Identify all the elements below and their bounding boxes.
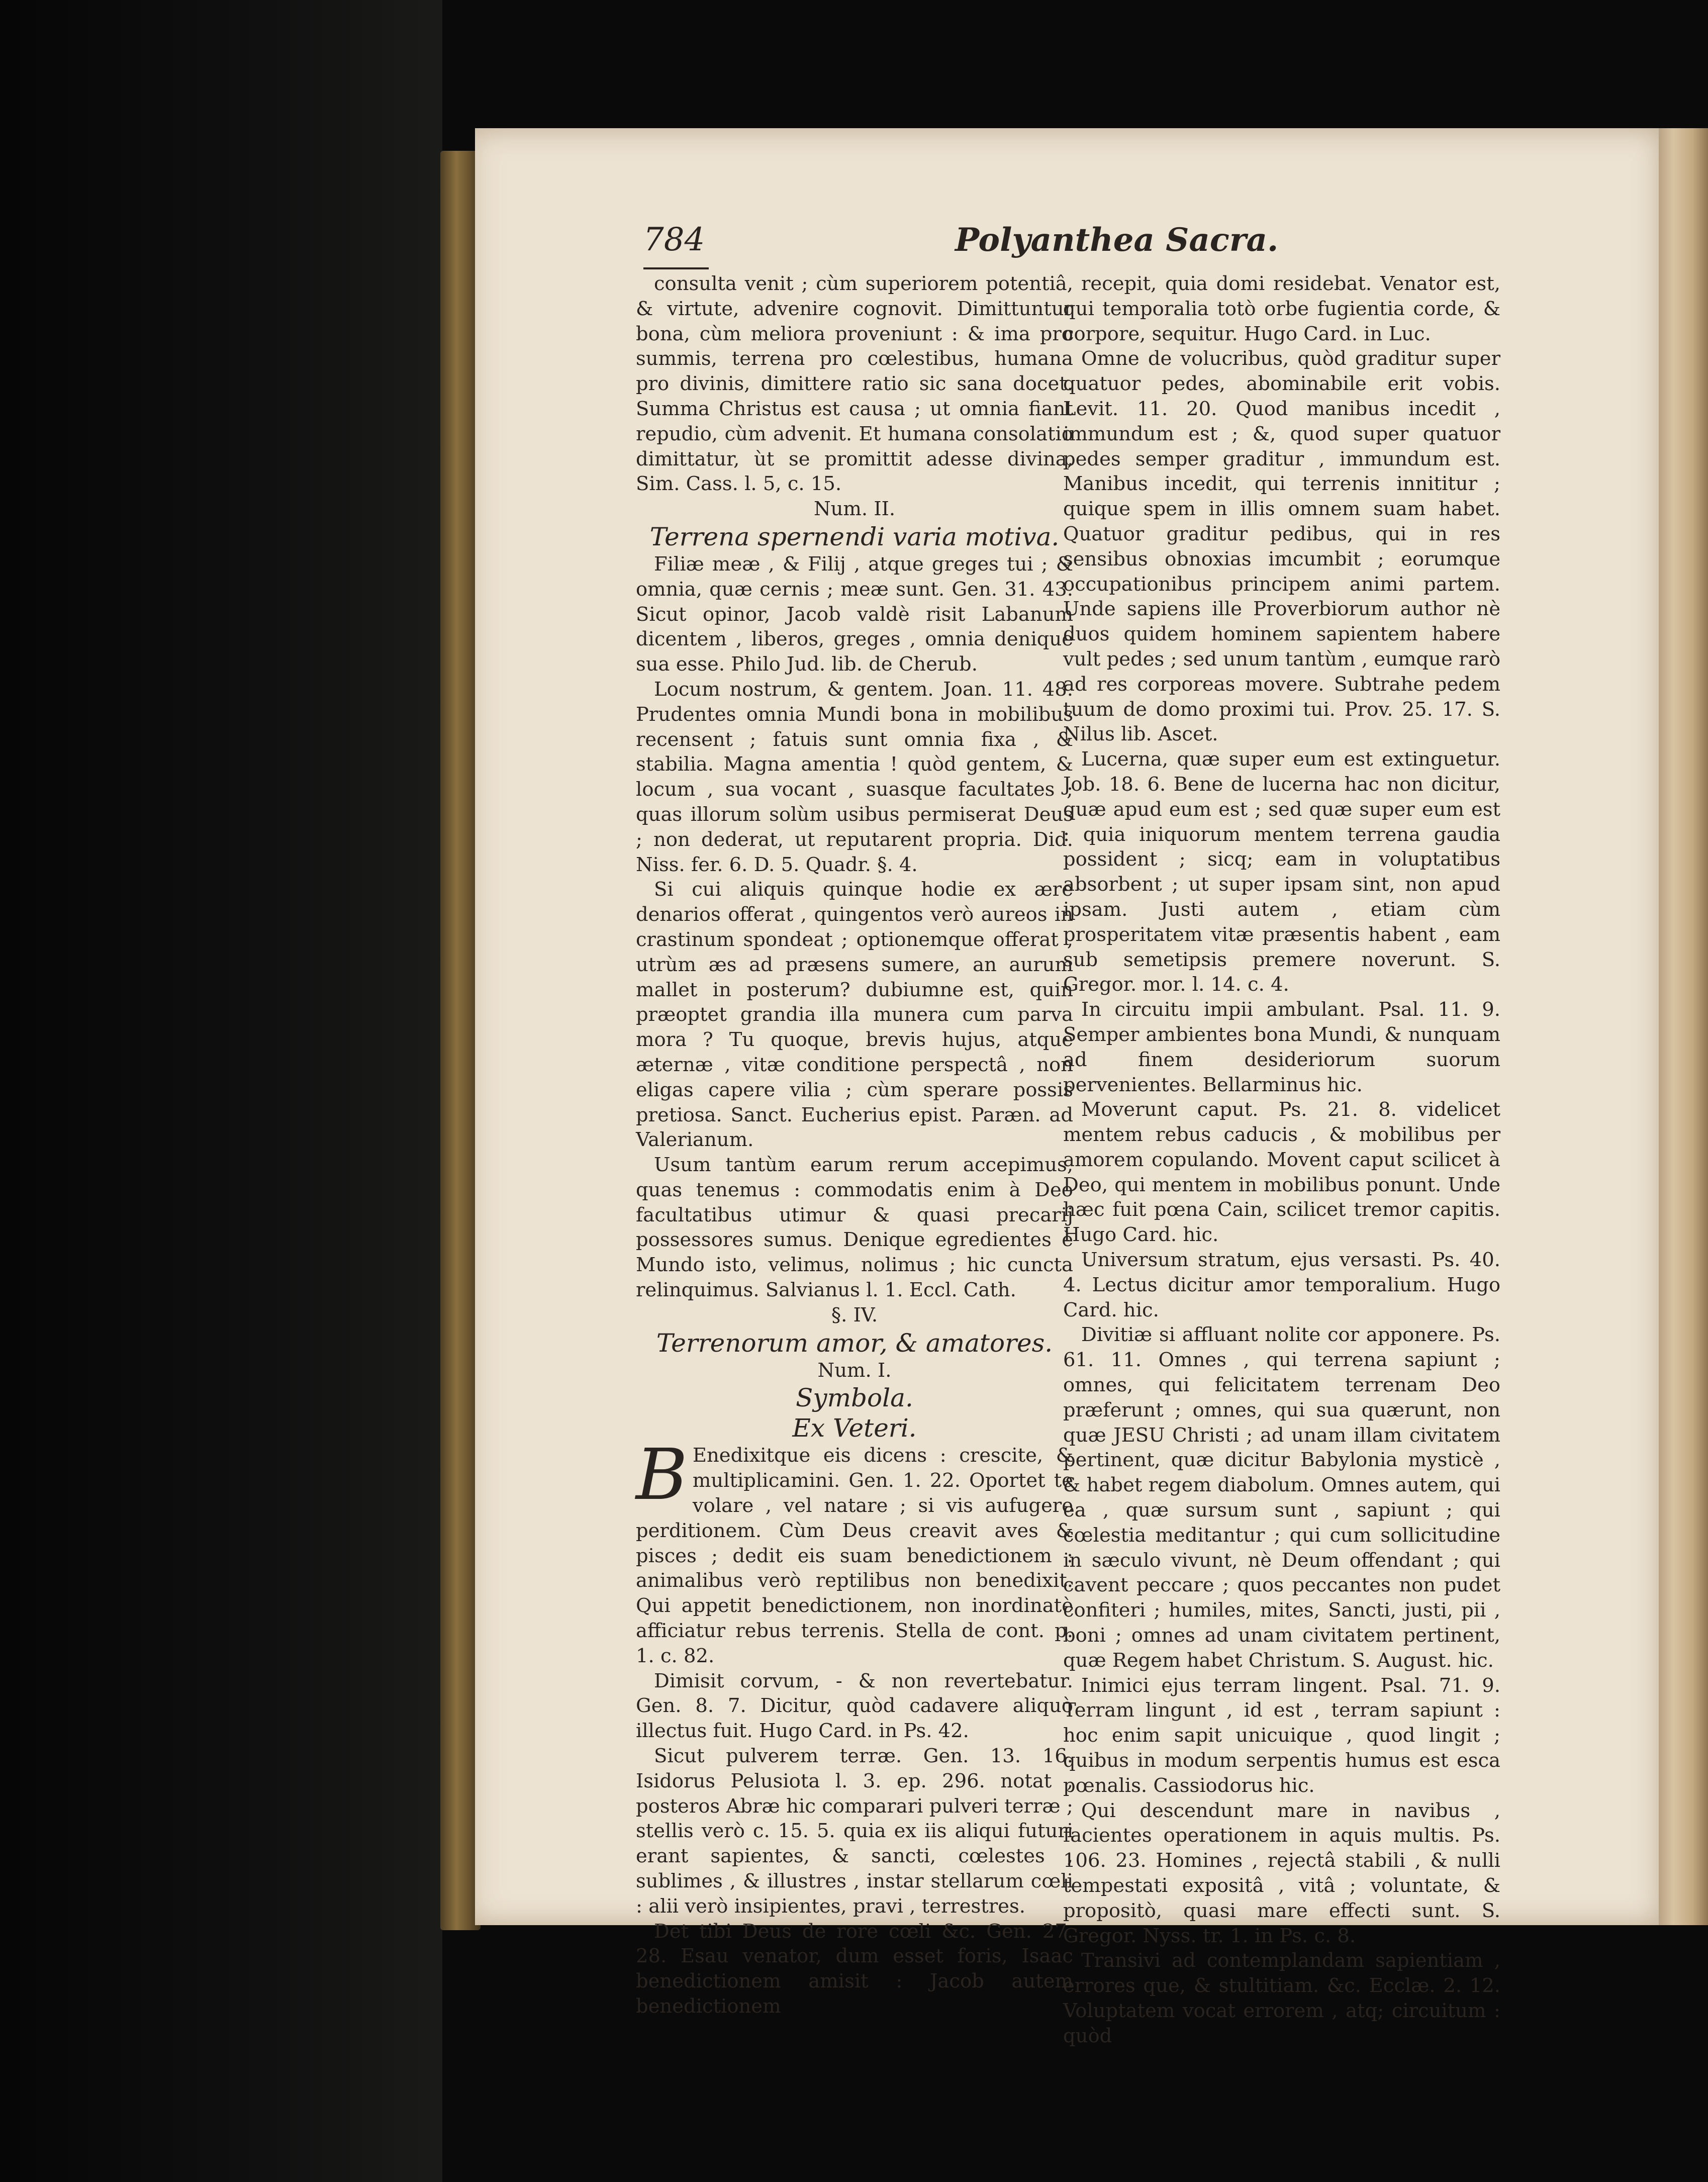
paragraph-text: Enedixitque eis dicens : crescite, & multiplicamini. Gen. 1. 22. Oportet te volare , vel natare ; si vis aufugere perditionem. Cùm Deus creavit aves & pisces ; dedit eis suam benedictionem : animalibus verò reptilibus non benedixit. Qui appetit benedictionem, non inordinatè afficiatur rebus terrenis. Stella de cont. p. 1. c. 82.: [636, 1444, 1073, 1667]
facing-page-edge: [1659, 128, 1708, 1925]
section-heading: Terrena spernendi varia motiva.: [649, 522, 1060, 551]
drop-cap: B: [636, 1434, 688, 1516]
paragraph: Lucerna, quæ super eum est extinguetur. Job. 18. 6. Bene de lucerna hac non dicitur, quæ apud eum est ; sed quæ super eum est : quia iniquorum mentem terrena gaudia possident ; sicq; eam in voluptatibus absorbent ; ut super ipsam sint, non apud ipsam. Justi autem , etiam cùm prosperitatem vitæ præsentis habent , eam sub semetipsis premere noverunt. S. Gregor. mor. l. 14. c. 4.: [1063, 748, 1500, 996]
section-number: Num. II.: [813, 498, 896, 521]
paragraph: [636, 1434, 1073, 1668]
paragraph: Dimisit corvum, - & non revertebatur. Gen. 8. 7. Dicitur, quòd cadavere aliquò illectus fuit. Hugo Card. in Ps. 42.: [636, 1669, 1073, 1743]
running-header: [643, 221, 1498, 271]
section-number: §. IV.: [831, 1303, 878, 1326]
paragraph: consulta venit ; cùm superiorem potentiâ, & virtute, advenire cognovit. Dimittuntur bona, cùm meliora proveniunt : & ima pro summis, terrena pro cœlestibus, humana pro divinis, dimittere ratio sic sana docet. Summa Christus est causa ; ut omnia fiant repudio, cùm advenit. Et humana consolatio dimittatur, ùt se promittit adesse divina, Sim. Cass. l. 5, c. 15.: [636, 272, 1073, 496]
section-heading: Symbola.: [796, 1383, 913, 1413]
paragraph: Sicut pulverem terræ. Gen. 13. 16. Isidorus Pelusiota l. 3. ep. 296. notat , posteros Abræ hic comparari pulveri terræ ; stellis verò c. 15. 5. quia ex iis aliqui futuri erant sapientes, & sancti, cœlestes , sublimes , & illustres , instar stellarum cœli : alii verò insipientes, pravi , terrestres.: [636, 1745, 1073, 1918]
paragraph: recepit, quia domi residebat. Venator est, qui temporalia totò orbe fugientia corde, & corpore, sequitur. Hugo Card. in Luc.: [1063, 272, 1500, 345]
section-heading: Ex Veteri.: [792, 1413, 917, 1443]
section-number: Num. I.: [817, 1359, 892, 1382]
paragraph: Universum stratum, ejus versasti. Ps. 40. 4. Lectus dicitur amor temporalium. Hugo Card. hic.: [1063, 1249, 1500, 1321]
page-number: 784: [643, 221, 705, 258]
paragraph: Inimici ejus terram lingent. Psal. 71. 9. Terram lingunt , id est , terram sapiunt : hoc enim sapit unicuique , quod lingit ; quibus in modum serpentis humus est esca pœnalis. Cassiodorus hic.: [1063, 1674, 1500, 1797]
paragraph: Divitiæ si affluant nolite cor apponere. Ps. 61. 11. Omnes , qui terrena sapiunt ; omnes, qui felicitatem terrenam Deo præferunt ; omnes, qui sua quærunt, non quæ JESU Christi ; ad unam illam civitatem pertinent, quæ dicitur Babylonia mysticè , & habet regem diabolum. Omnes autem, qui ea , quæ sursum sunt , sapiunt ; qui cœlestia meditantur ; qui cum sollicitudine in sæculo vivunt, nè Deum offendant ; qui cavent peccare ; quos peccantes non pudet confiteri ; humiles, mites, Sancti, justi, pii , boni ; omnes ad unam civitatem pertinent, quæ Regem habet Christum. S. August. hic.: [1063, 1323, 1500, 1672]
header-rule: [643, 267, 709, 269]
paragraph: Locum nostrum, & gentem. Joan. 11. 48. Prudentes omnia Mundi bona in mobilibus recensent ; fatuis sunt omnia fixa , & stabilia. Magna amentia ! quòd gentem, & locum , sua vocant , suasque facultates ; quas illorum solùm usibus permiserat Deus ; non dederat, ut reputarent propria. Did. Niss. fer. 6. D. 5. Quadr. §. 4.: [636, 678, 1073, 876]
paragraph: Det tibi Deus de rore cœli &c. Gen. 27. 28. Esau venator, dum esset foris, Isaac benedictionem amisit : Jacob autem benedictionem: [636, 1920, 1073, 2018]
section-heading: Terrenorum amor, & amatores.: [656, 1328, 1053, 1358]
left-column: [636, 271, 1073, 2019]
paragraph: Filiæ meæ , & Filij , atque greges tui ; & omnia, quæ cernis ; meæ sunt. Gen. 31. 43. Sicut opinor, Jacob valdè risit Labanum dicentem , liberos, greges , omnia denique sua esse. Philo Jud. lib. de Cherub.: [636, 552, 1073, 676]
paragraph: In circuitu impii ambulant. Psal. 11. 9. Semper ambientes bona Mundi, & nunquam ad finem desideriorum suorum pervenientes. Bellarminus hic.: [1063, 998, 1500, 1096]
right-column: [1063, 271, 1500, 2049]
paragraph: Omne de volucribus, quòd graditur super quatuor pedes, abominabile erit vobis. Levit. 11. 20. Quod manibus incedit , immundum est ; &, quod super quatuor pedes semper graditur , immundum est. Manibus incedit, qui terrenis innititur ; quique spem in illis omnem suam habet. Quatuor graditur pedibus, qui in res sensibus obnoxias imcumbit ; eorumque occupationibus principem animi partem. Unde sapiens ille Proverbiorum author nè duos quidem hominem sapientem habere vult pedes ; sed unum tantùm , eumque rarò ad res corporeas movere. Subtrahe pedem tuum de domo proximi tui. Prov. 25. 17. S. Nilus lib. Ascet.: [1063, 347, 1500, 746]
book-spine: [440, 151, 481, 1930]
paragraph: Transivi ad contemplandam sapientiam , errores que, & stultitiam. &c. Ecclæ. 2. 12. Voluptatem vocat errorem , atq; circuitum : quòd: [1063, 1949, 1500, 2047]
paragraph: Moverunt caput. Ps. 21. 8. videlicet mentem rebus caducis , & mobilibus per amorem copulando. Movent caput scilicet à Deo, qui mentem in mobilibus ponunt. Unde hæc fuit pœna Cain, scilicet tremor capitis. Hugo Card. hic.: [1063, 1098, 1500, 1247]
paragraph: Si cui aliquis quinque hodie ex ære denarios offerat , quingentos verò aureos in crastinum spondeat ; optionemque offerat , utrùm æs ad præsens sumere, an aurum mallet in posterum? dubiumne est, quin præoptet grandia illa munera cum parva mora ? Tu quoque, brevis hujus, atque æternæ , vitæ conditione perspectâ , non eligas capere vilia ; cùm sperare possis pretiosa. Sanct. Eucherius epist. Paræn. ad Valerianum.: [636, 878, 1073, 1152]
running-title: Polyanthea Sacra.: [955, 221, 1279, 259]
paragraph: Qui descendunt mare in navibus , facientes operationem in aquis multis. Ps. 106. 23. Homines , rejectâ stabili , & nulli tempestati expositâ , vitâ ; voluntate, & propositò, quasi mare effecti sunt. S. Gregor. Nyss. tr. 1. in Ps. c. 8.: [1063, 1799, 1500, 1947]
dark-background: [0, 0, 442, 2182]
paragraph: Usum tantùm earum rerum accepimus, quas tenemus : commodatis enim à Deo facultatibus utimur & quasi precarij possessores sumus. Denique egredientes è Mundo isto, velimus, nolimus ; hic cuncta relinquimus. Salvianus l. 1. Eccl. Cath.: [636, 1154, 1073, 1302]
